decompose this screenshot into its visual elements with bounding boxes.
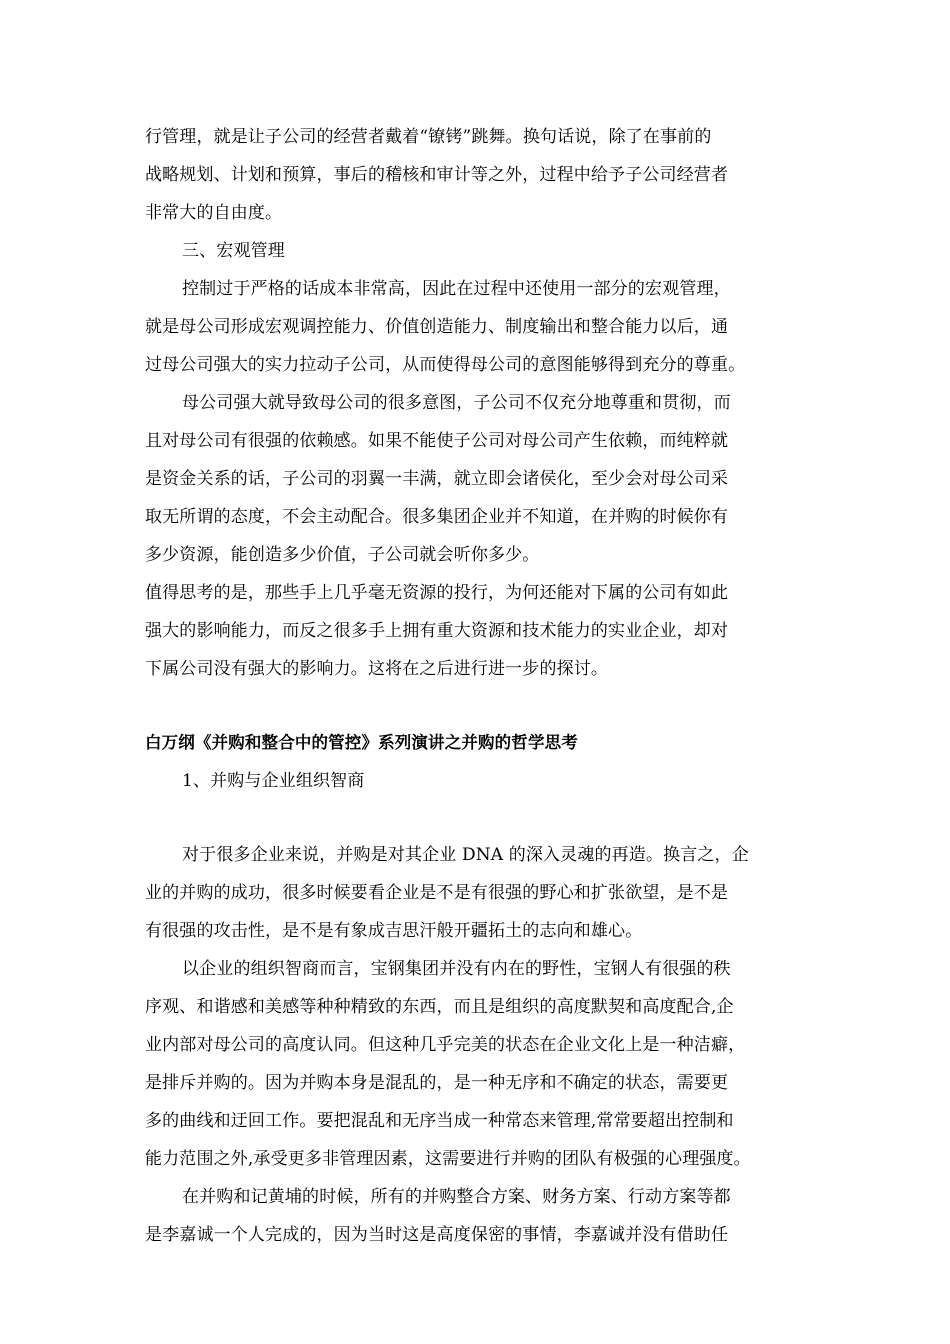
paragraph-control-continuation (145, 118, 808, 232)
text-line: 控制过于严格的话成本非常高，因此在过程中还使用一部分的宏观管理， (182, 279, 731, 299)
text-line: 就是母公司形成宏观调控能力、价值创造能力、制度输出和整合能力以后，通 (145, 317, 729, 337)
text-line: 业的并购的成功，很多时候要看企业是不是有很强的野心和扩张欲望，是不是 (145, 883, 729, 903)
spacer (145, 800, 808, 836)
text-line: 多的曲线和迂回工作。要把混乱和无序当成一种常态来管理,常常要超出控制和 (145, 1111, 734, 1131)
text-line: 在并购和记黄埔的时候，所有的并购整合方案、财务方案、行动方案等都 (182, 1187, 731, 1207)
text-line: 下属公司没有强大的影响力。这将在之后进行进一步的探讨。 (145, 659, 609, 679)
text-line: 过母公司强大的实力拉动子公司，从而使得母公司的意图能够得到充分的尊重。 (145, 355, 746, 375)
text-line: 多少资源，能创造多少价值，子公司就会听你多少。 (145, 545, 540, 565)
text-line: 非常大的自由度。 (145, 203, 283, 223)
text-line: 行管理，就是让子公司的经营者戴着“镣铐”跳舞。换句话说，除了在事前的 (145, 127, 712, 147)
spacer (145, 688, 808, 724)
text-line: 且对母公司有很强的依赖感。如果不能使子公司对母公司产生依赖，而纯粹就 (145, 431, 729, 451)
article-title: 白万纲《并购和整合中的管控》系列演讲之并购的哲学思考 (145, 733, 578, 752)
text-line: 是资金关系的话，子公司的羽翼一丰满，就立即会诸侯化，至少会对母公司采 (145, 469, 729, 489)
text-line: 战略规划、计划和预算，事后的稽核和审计等之外，过程中给予子公司经营者 (145, 165, 729, 185)
text-line: 业内部对母公司的高度认同。但这种几乎完美的状态在企业文化上是一种洁癖， (145, 1035, 746, 1055)
document-body (145, 118, 808, 1254)
paragraph-dna-rebuild (145, 836, 808, 950)
text-line: 母公司强大就导致母公司的很多意图，子公司不仅充分地尊重和贯彻，而 (182, 393, 731, 413)
paragraph-hutchison-whampoa (145, 1178, 808, 1254)
text-line: 值得思考的是，那些手上几乎毫无资源的投行，为何还能对下属的公司有如此 (145, 583, 729, 603)
subheading-organizational-iq: 1、并购与企业组织智商 (182, 771, 365, 791)
text-line: 是李嘉诚一个人完成的，因为当时这是高度保密的事情，李嘉诚并没有借助任 (145, 1225, 729, 1245)
text-line: 以企业的组织智商而言，宝钢集团并没有内在的野性，宝钢人有很强的秩 (182, 959, 731, 979)
text-line: 取无所谓的态度，不会主动配合。很多集团企业并不知道，在并购的时候你有 (145, 507, 729, 527)
section-heading-macro-management: 三、宏观管理 (182, 241, 285, 261)
text-line: 对于很多企业来说，并购是对其企业 DNA 的深入灵魂的再造。换言之，企 (182, 845, 749, 865)
paragraph-macro-management (145, 270, 808, 384)
text-line: 是排斥并购的。因为并购本身是混乱的，是一种无序和不确定的状态，需要更 (145, 1073, 729, 1093)
paragraph-parent-strength (145, 384, 808, 574)
text-line: 能力范围之外,承受更多非管理因素，这需要进行并购的团队有极强的心理强度。 (145, 1149, 751, 1169)
text-line: 强大的影响能力，而反之很多手上拥有重大资源和技术能力的实业企业，却对 (145, 621, 729, 641)
paragraph-investment-bank-reflection (145, 574, 808, 688)
text-line: 有很强的攻击性，是不是有象成吉思汗般开疆拓土的志向和雄心。 (145, 921, 643, 941)
paragraph-baosteel (145, 950, 808, 1178)
text-line: 序观、和谐感和美感等种种精致的东西，而且是组织的高度默契和高度配合,企 (145, 997, 734, 1017)
